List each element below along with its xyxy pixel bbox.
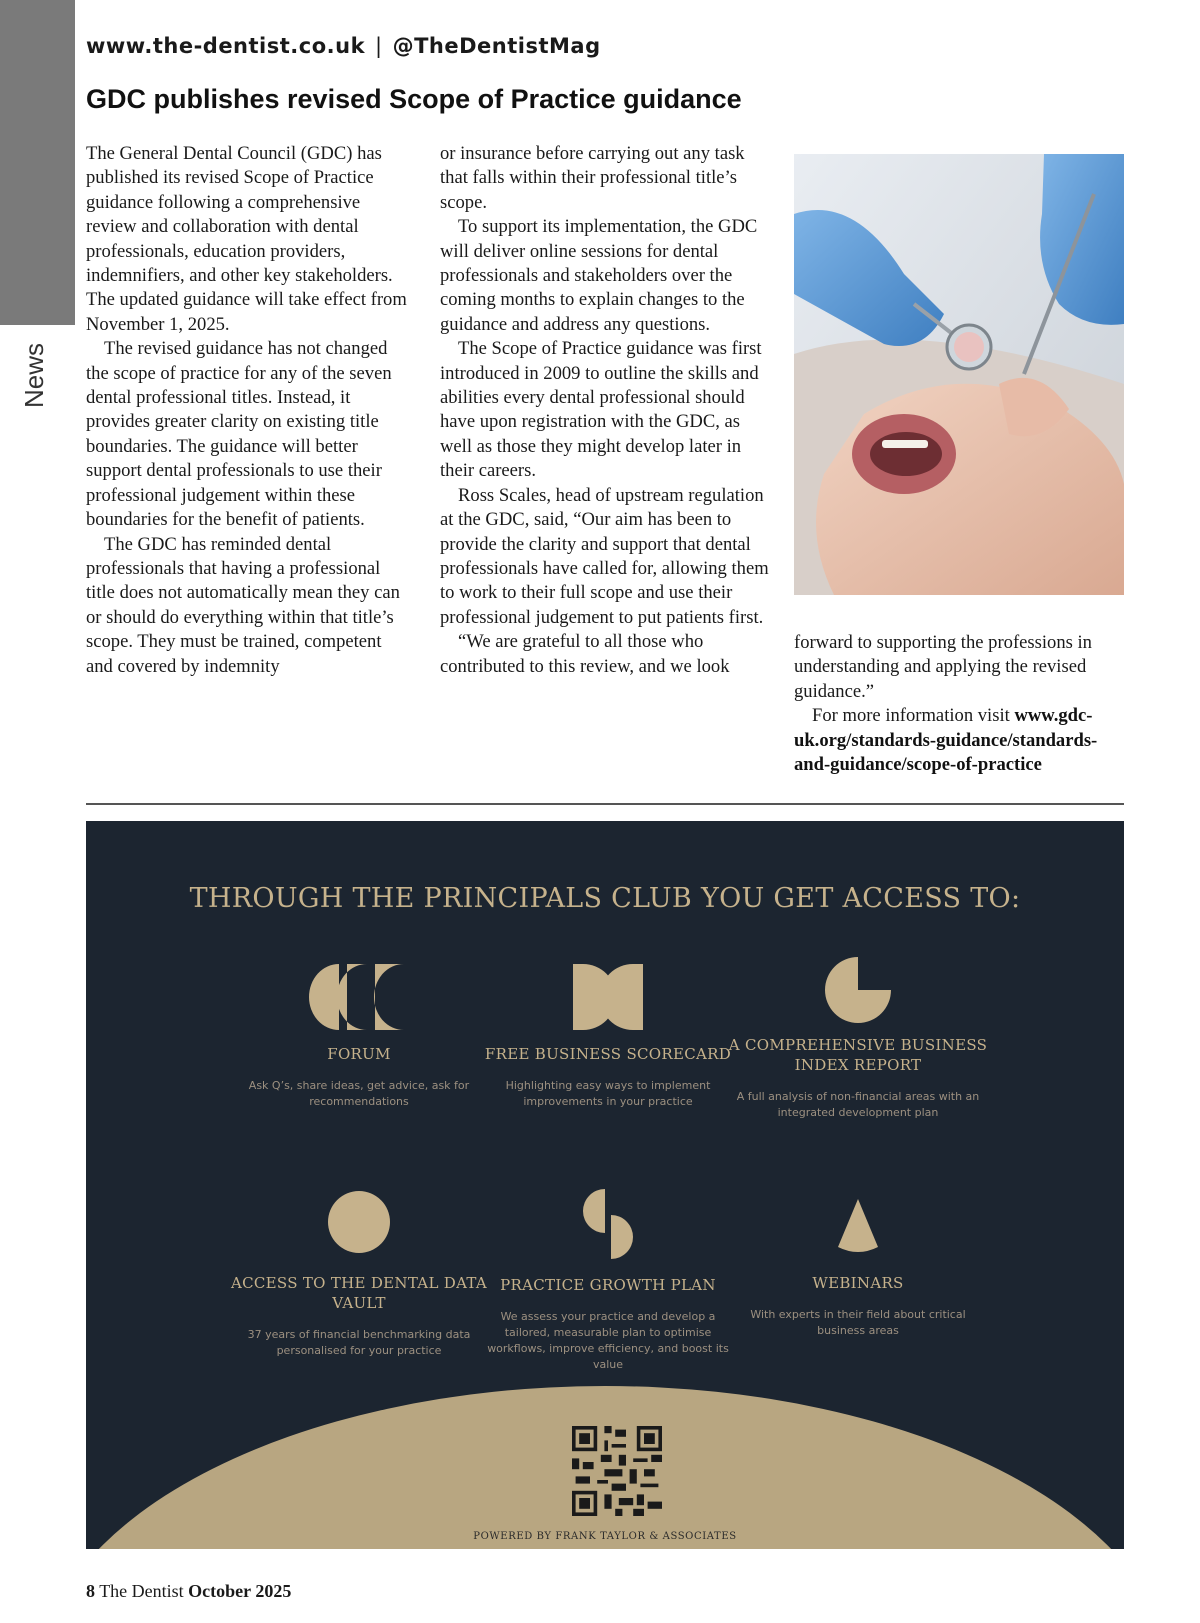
feature-scorecard — [478, 964, 738, 1110]
more-info-paragraph — [794, 704, 1124, 777]
paragraph: or insurance before carrying out any task that falls within their professional title’s scope. — [440, 143, 745, 213]
feature-description: With experts in their field about critical business areas — [750, 1308, 966, 1337]
masthead-separator: | — [375, 34, 383, 58]
masthead — [86, 34, 601, 58]
article-headline: GDC publishes revised Scope of Practice guidance — [86, 84, 742, 114]
page-number: 8 — [86, 1581, 95, 1601]
feature-title: A COMPREHENSIVE BUSINESS INDEX REPORT — [728, 1036, 988, 1074]
circle-icon — [328, 1191, 390, 1253]
section-label: News — [19, 342, 50, 409]
more-info-text: For more information visit — [812, 705, 1015, 727]
gdc-guidance-link[interactable]: www.gdc-uk.org/standards-guidance/standards-and-guidance/scope-of-practice — [794, 705, 1098, 776]
publication-name: The Dentist — [99, 1581, 184, 1601]
feature-title: WEBINARS — [812, 1274, 904, 1292]
feature-description: Highlighting easy ways to implement improvements in your practice — [505, 1079, 711, 1108]
qr-code-icon[interactable] — [572, 1426, 662, 1516]
powered-by-text: POWERED BY FRANK TAYLOR & ASSOCIATES — [473, 1531, 737, 1542]
advert-title: THROUGH THE PRINCIPALS CLUB YOU GET ACCESS TO: — [189, 883, 1021, 914]
article-column-3 — [794, 631, 1124, 777]
feature-title: FREE BUSINESS SCORECARD — [484, 1045, 732, 1063]
article-column-1 — [86, 142, 408, 679]
feature-description: A full analysis of non-financial areas with an integrated development plan — [736, 1090, 980, 1119]
paragraph: The GDC has reminded dental professionals that having a professional title does not automatically mean they can or should do everything within that title’s scope. They must be trained, competent and covered by indemnity — [86, 533, 400, 677]
social-handle[interactable]: @TheDentistMag — [392, 34, 601, 58]
cone-icon — [838, 1199, 878, 1255]
side-tab-bar — [0, 0, 75, 325]
feature-description: 37 years of financial benchmarking data personalised for your practice — [247, 1328, 471, 1357]
website-link[interactable]: www.the-dentist.co.uk — [86, 34, 366, 58]
pie-quarter-icon — [825, 957, 891, 1023]
paragraph: “We are grateful to all those who contributed to this review, and we look — [440, 631, 730, 677]
split-circle-icon — [583, 1189, 633, 1259]
feature-growth-plan — [478, 1189, 738, 1373]
feature-title: ACCESS TO THE DENTAL DATA VAULT — [230, 1274, 488, 1312]
paragraph: Ross Scales, head of upstream regulation at the GDC, said, “Our aim has been to provide the clarity and support that dental professionals have called for, allowing them to work to their full scope and use their professional judgement to put patients first. — [440, 484, 769, 628]
paragraph: To support its implementation, the GDC will deliver online sessions for dental professionals and stakeholders over the coming months to explain changes to the guidance and address any questions. — [440, 216, 758, 335]
issue-date: October 2025 — [188, 1581, 292, 1601]
feature-description: Ask Q’s, share ideas, get advice, ask for recommendations — [248, 1079, 470, 1108]
feature-title: FORUM — [327, 1045, 391, 1063]
article-column-2 — [440, 142, 775, 679]
triple-arch-icon — [309, 964, 409, 1030]
feature-webinars — [728, 1199, 988, 1339]
principals-club-advert[interactable] — [86, 821, 1124, 1549]
feature-description: We assess your practice and develop a tailored, measurable plan to optimise workflows, improve efficiency, and boost its value — [487, 1310, 729, 1371]
half-circles-icon — [573, 964, 643, 1030]
paragraph: The Scope of Practice guidance was first introduced in 2009 to outline the skills and abilities every dental professional should have upon registration with the GDC, as well as those they might develop later in their careers. — [440, 338, 762, 482]
feature-data-vault — [229, 1191, 489, 1359]
feature-forum — [229, 964, 489, 1110]
feature-index-report — [728, 957, 988, 1121]
feature-title: PRACTICE GROWTH PLAN — [500, 1276, 716, 1294]
paragraph: The revised guidance has not changed the scope of practice for any of the seven dental professional titles. Instead, it provides greater clarity on existing title boundaries. The guidance will better support dental professionals to use their professional judgement within these boundaries for the benefit of patients. — [86, 338, 392, 531]
page-footer — [86, 1581, 291, 1602]
section-divider — [86, 803, 1124, 805]
dental-exam-photo — [794, 154, 1124, 595]
paragraph: The General Dental Council (GDC) has published its revised Scope of Practice guidance following a comprehensive review and collaboration with dental professionals, education providers, indemnifiers, and other key stakeholders. The updated guidance will take effect from November 1, 2025. — [86, 143, 407, 335]
paragraph: forward to supporting the professions in understanding and applying the revised guidance.” — [794, 632, 1092, 702]
